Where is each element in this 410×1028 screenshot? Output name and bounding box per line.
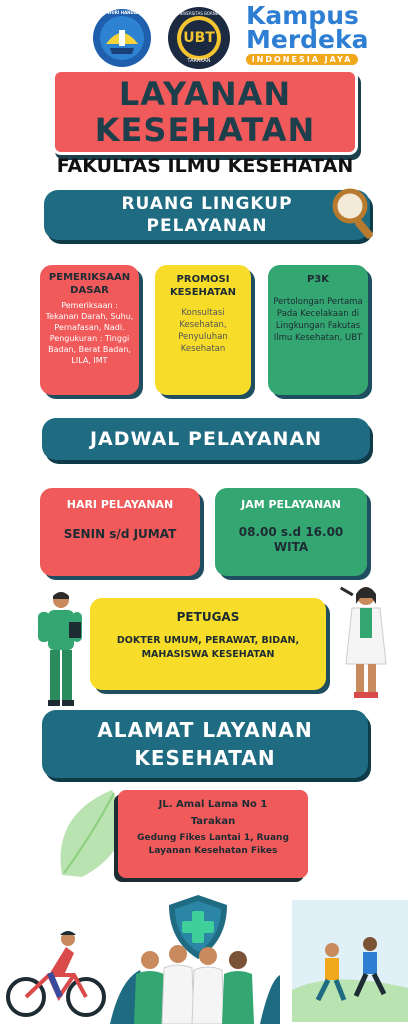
logo-kemdikbud [92,8,152,68]
jam-title: JAM PELAYANAN [241,498,341,511]
service-title: P3K [306,274,330,285]
alamat-line2: KESEHATAN [134,746,276,770]
petugas-title: PETUGAS [176,610,240,624]
jam-card [215,488,367,576]
kampus-tagline: INDONESIA JAYA [246,54,358,65]
logo-kemdikbud-text: TUT WURI HANDAYANI [97,10,147,15]
doctor-male-illustration [36,590,86,708]
address-line3: Gedung Fikes Lantai 1, Ruang Layanan Kesehatan Fikes [137,833,289,856]
runners-illustration [292,900,408,1022]
title-line2: KESEHATAN [94,111,316,149]
service-body: Pertolongan Pertama Pada Kecelakaan di Lingkungan Fakutas Ilmu Kesehatan, UBT [273,297,363,343]
address-line1: JL. Amal Lama No 1 [158,799,268,810]
kampus-line2: Merdeka [246,25,369,54]
ruang-lingkup-line1: RUANG LINGKUP [121,194,293,214]
alamat-line1: ALAMAT LAYANAN [97,718,313,742]
doctor-female-illustration [336,584,392,702]
cyclist-illustration [4,925,108,1020]
service-title: PROMOSI KESEHATAN [169,274,237,298]
address-line2: Tarakan [190,816,236,827]
title-banner [55,72,355,152]
logo-ubt-ring-bottom: TARAKAN [187,58,211,64]
service-body: Konsultasi Kesehatan, Penyuluhan Kesehatan [178,308,228,354]
medical-team-illustration [110,940,280,1024]
hari-title: HARI PELAYANAN [66,498,174,511]
subtitle: FAKULTAS ILMU KESEHATAN [56,155,354,177]
alamat-bar [42,710,368,778]
jam-value: 08.00 s.d 16.00 WITA [238,525,344,554]
title-line1: LAYANAN [118,75,292,113]
magnifier-icon [330,186,376,244]
address-card [118,790,308,878]
logo-ubt-ring-top: UNIVERSITAS BORNEO [176,11,222,16]
petugas-value: DOKTER UMUM, PERAWAT, BIDAN, MAHASISWA KESEHATAN [116,635,300,660]
hari-card [40,488,200,576]
logo-ubt-label: UBT [183,30,215,46]
hari-value: SENIN s/d JUMAT [63,527,177,541]
ruang-lingkup-line2: PELAYANAN [146,216,268,236]
logo-kampus-merdeka [246,1,369,68]
jadwal-bar [42,418,370,460]
petugas-card [90,598,326,690]
service-card-p3k [268,265,368,395]
service-card-pemeriksaan [40,265,139,395]
logo-ubt [167,6,231,70]
service-body: Pemeriksaan : Tekanan Darah, Suhu, Pernafasan, Nadi. Pengukuran : Tinggi Badan, Berat Badan, LILA, IMT [45,301,134,365]
service-title: PEMERIKSAAN DASAR [48,272,131,296]
jadwal-label: JADWAL PELAYANAN [89,428,323,450]
service-card-promosi [155,265,251,395]
kampus-line1: Kampus [246,1,359,30]
ruang-lingkup-bar [44,190,370,240]
